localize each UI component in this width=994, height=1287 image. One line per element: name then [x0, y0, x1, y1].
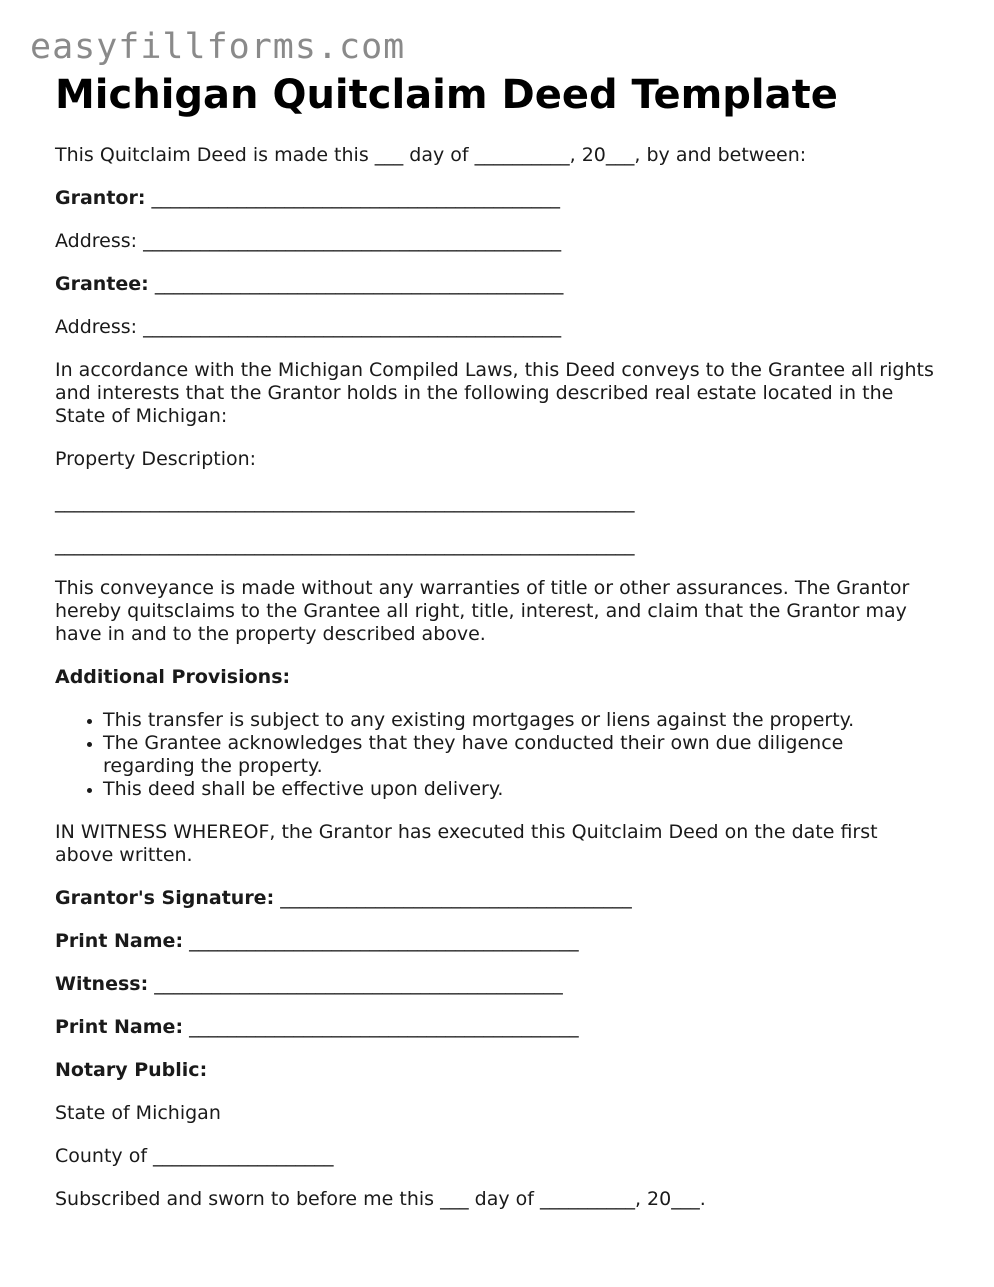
- grantee-blank[interactable]: ___________________________________________: [148, 273, 564, 295]
- witness-field: [55, 973, 940, 996]
- warranty-paragraph: This conveyance is made without any warranties of title or other assurances. The Grantor hereby quitsclaims to the Grantee all right, title, interest, and claim that the Grantor may have in and to the property described above.: [55, 577, 916, 645]
- provision-item: • The Grantee acknowledges that they have conducted their own due diligence regarding the property.: [103, 732, 940, 778]
- provision-item: • This transfer is subject to any existing mortgages or liens against the property.: [103, 709, 940, 732]
- provisions-list: [55, 709, 940, 801]
- print-name-label: Print Name:: [55, 1016, 184, 1038]
- watermark: easyfillforms.com: [30, 27, 406, 67]
- witness-blank[interactable]: ___________________________________________: [148, 973, 563, 995]
- conveyance-paragraph: In accordance with the Michigan Compiled Laws, this Deed conveys to the Grantee all rights and interests that the Grantor holds in the following described real estate located in the State of Michigan:: [55, 359, 940, 427]
- witness-label: Witness:: [55, 973, 149, 995]
- intro-paragraph: This Quitclaim Deed is made this ___ day of __________, 20___, by and between:: [55, 144, 807, 166]
- grantee-field: [55, 273, 940, 296]
- property-description-line-2[interactable]: _____________________________________________________________: [55, 534, 635, 556]
- grantor-signature-label: Grantor's Signature:: [55, 887, 275, 909]
- print-name-label: Print Name:: [55, 930, 184, 952]
- grantee-label: Grantee:: [55, 273, 149, 295]
- page-title: Michigan Quitclaim Deed Template: [55, 72, 838, 118]
- grantor-address-field[interactable]: Address: ____________________________________________: [55, 230, 562, 252]
- print-name-blank[interactable]: _________________________________________: [183, 1016, 579, 1038]
- notary-state: State of Michigan: [55, 1102, 221, 1124]
- property-description-line-1[interactable]: _____________________________________________________________: [55, 491, 635, 513]
- notary-heading: Notary Public:: [55, 1059, 208, 1081]
- grantor-signature-field: [55, 887, 940, 910]
- grantor-field: [55, 187, 940, 210]
- additional-provisions-heading: Additional Provisions:: [55, 666, 291, 688]
- print-name-field-1: [55, 930, 940, 953]
- print-name-blank[interactable]: _________________________________________: [183, 930, 579, 952]
- property-description-label: Property Description:: [55, 448, 257, 470]
- print-name-field-2: [55, 1016, 940, 1039]
- notary-county-field[interactable]: County of ___________________: [55, 1145, 334, 1167]
- grantor-label: Grantor:: [55, 187, 146, 209]
- grantee-address-field[interactable]: Address: ____________________________________________: [55, 316, 562, 338]
- provision-item: • This deed shall be effective upon delivery.: [103, 778, 940, 801]
- grantor-blank[interactable]: ___________________________________________: [145, 187, 560, 209]
- document-body: [55, 72, 940, 1211]
- notary-sworn-statement[interactable]: Subscribed and sworn to before me this ___ day of __________, 20___.: [55, 1188, 706, 1210]
- witness-paragraph: IN WITNESS WHEREOF, the Grantor has executed this Quitclaim Deed on the date first above written.: [55, 821, 884, 866]
- grantor-signature-blank[interactable]: _____________________________________: [274, 887, 632, 909]
